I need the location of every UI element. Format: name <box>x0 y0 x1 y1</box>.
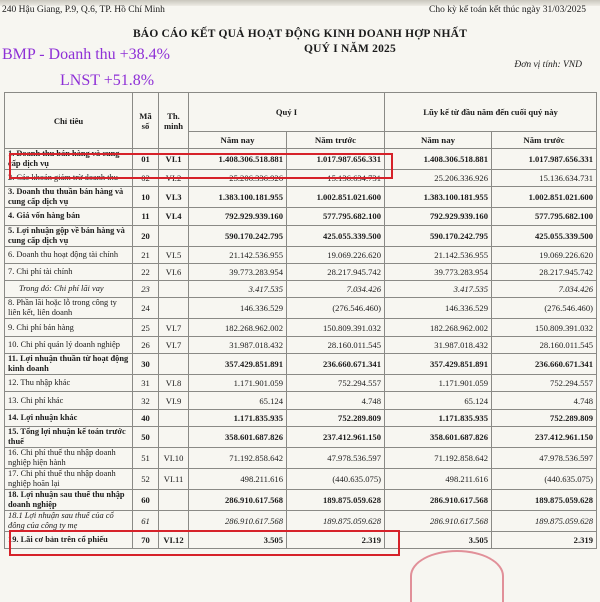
ytd-this-year-value: 31.987.018.432 <box>385 336 492 353</box>
table-row <box>5 510 597 531</box>
row-note: VI.3 <box>159 187 189 208</box>
net-profit-highlight-box <box>9 530 400 556</box>
table-row <box>5 354 597 375</box>
row-note: VI.7 <box>159 336 189 353</box>
quarter-this-year-value: 146.336.529 <box>189 298 287 319</box>
ytd-this-year-value: 65.124 <box>385 392 492 409</box>
table-row <box>5 319 597 336</box>
ytd-this-year-value: 1.408.306.518.881 <box>385 149 492 170</box>
quarter-last-year-value: 189.875.059.628 <box>287 510 385 531</box>
quarter-this-year-value: 286.910.617.568 <box>189 489 287 510</box>
revenue-highlight-box <box>9 153 393 179</box>
ytd-last-year-value: 237.412.961.150 <box>492 426 597 447</box>
row-code: 20 <box>133 225 159 246</box>
ytd-last-year-value: 150.809.391.032 <box>492 319 597 336</box>
quarter-last-year-value: 189.875.059.628 <box>287 489 385 510</box>
row-note <box>159 510 189 531</box>
row-label: 10. Chi phí quản lý doanh nghiệp <box>5 336 133 353</box>
quarter-this-year-value: 1.408.306.518.881 <box>189 149 287 170</box>
quarter-last-year-value: 237.412.961.150 <box>287 426 385 447</box>
quarter-this-year-value: 39.773.283.954 <box>189 263 287 280</box>
row-label: 17. Chi phí thuế thu nhập doanh nghiệp hoãn lại <box>5 468 133 489</box>
table-row <box>5 489 597 510</box>
ytd-this-year-value: 498.211.616 <box>385 468 492 489</box>
row-note: VI.6 <box>159 263 189 280</box>
report-title: BÁO CÁO KẾT QUẢ HOẠT ĐỘNG KINH DOANH HỢP NHẤT <box>132 28 468 40</box>
table-row <box>5 246 597 263</box>
header-note: Th. minh <box>159 93 189 149</box>
quarter-last-year-value: 4.748 <box>287 392 385 409</box>
ytd-last-year-value: 47.978.536.597 <box>492 447 597 468</box>
header-ytd-last-year: Năm trước <box>492 132 597 149</box>
ytd-this-year-value: 39.773.283.954 <box>385 263 492 280</box>
row-code: 61 <box>133 510 159 531</box>
ytd-last-year-value: 19.069.226.620 <box>492 246 597 263</box>
ytd-this-year-value: 286.910.617.568 <box>385 510 492 531</box>
table-row <box>5 392 597 409</box>
quarter-this-year-value: 182.268.962.002 <box>189 319 287 336</box>
ytd-last-year-value: 7.034.426 <box>492 281 597 298</box>
header-ytd: Lũy kế từ đầu năm đến cuối quý này <box>385 93 597 132</box>
row-label: 2. Các khoản giảm trừ doanh thu <box>5 170 133 187</box>
ytd-this-year-value: 3.417.535 <box>385 281 492 298</box>
row-note: VI.9 <box>159 392 189 409</box>
row-code: 21 <box>133 246 159 263</box>
row-label: 18. Lợi nhuận sau thuế thu nhập doanh nghiệp <box>5 489 133 510</box>
table-row <box>5 336 597 353</box>
ytd-last-year-value: 189.875.059.628 <box>492 489 597 510</box>
ytd-last-year-value: 189.875.059.628 <box>492 510 597 531</box>
row-label: 12. Thu nhập khác <box>5 375 133 392</box>
company-seal <box>410 550 504 602</box>
row-note: VI.8 <box>159 375 189 392</box>
quarter-this-year-value: 31.987.018.432 <box>189 336 287 353</box>
quarter-last-year-value: 2.319 <box>287 531 385 548</box>
row-code: 50 <box>133 426 159 447</box>
row-label: 1. Doanh thu bán hàng và cung cấp dịch vụ <box>5 149 133 170</box>
ytd-last-year-value: 28.160.011.545 <box>492 336 597 353</box>
report-subtitle: QUÝ I NĂM 2025 <box>304 43 396 55</box>
quarter-last-year-value: 577.795.682.100 <box>287 208 385 225</box>
row-code: 11 <box>133 208 159 225</box>
row-code: 70 <box>133 531 159 548</box>
revenue-growth-annotation: BMP - Doanh thu +38.4% <box>2 46 170 63</box>
row-code: 23 <box>133 281 159 298</box>
row-note <box>159 225 189 246</box>
table-row <box>5 281 597 298</box>
quarter-this-year-value: 792.929.939.160 <box>189 208 287 225</box>
row-note <box>159 281 189 298</box>
ytd-last-year-value: 752.289.809 <box>492 409 597 426</box>
quarter-this-year-value: 71.192.858.642 <box>189 447 287 468</box>
row-code: 10 <box>133 187 159 208</box>
row-code: 24 <box>133 298 159 319</box>
row-note: VI.10 <box>159 447 189 468</box>
row-note: VI.11 <box>159 468 189 489</box>
quarter-last-year-value: 47.978.536.597 <box>287 447 385 468</box>
row-code: 32 <box>133 392 159 409</box>
table-row <box>5 225 597 246</box>
quarter-last-year-value: (276.546.460) <box>287 298 385 319</box>
row-label: 13. Chi phí khác <box>5 392 133 409</box>
row-label: Trong đó: Chi phí lãi vay <box>5 281 133 298</box>
quarter-this-year-value: 498.211.616 <box>189 468 287 489</box>
quarter-last-year-value: 1.017.987.656.331 <box>287 149 385 170</box>
profit-growth-annotation: LNST +51.8% <box>60 72 155 89</box>
row-code: 22 <box>133 263 159 280</box>
header-code: Mã số <box>133 93 159 149</box>
row-note: VI.1 <box>159 149 189 170</box>
quarter-last-year-value: 15.136.634.731 <box>287 170 385 187</box>
table-row <box>5 187 597 208</box>
ytd-last-year-value: 28.217.945.742 <box>492 263 597 280</box>
quarter-last-year-value: 28.160.011.545 <box>287 336 385 353</box>
ytd-last-year-value: 1.017.987.656.331 <box>492 149 597 170</box>
table-row <box>5 263 597 280</box>
header-quarter-last-year: Năm trước <box>287 132 385 149</box>
quarter-this-year-value: 3.505 <box>189 531 287 548</box>
row-code: 52 <box>133 468 159 489</box>
ytd-this-year-value: 792.929.939.160 <box>385 208 492 225</box>
row-code: 26 <box>133 336 159 353</box>
ytd-this-year-value: 146.336.529 <box>385 298 492 319</box>
currency-unit: Đơn vị tính: VND <box>514 60 582 70</box>
quarter-this-year-value: 1.171.835.935 <box>189 409 287 426</box>
row-label: 8. Phần lãi hoặc lỗ trong công ty liên kết, liên doanh <box>5 298 133 319</box>
row-label: 16. Chi phí thuế thu nhập doanh nghiệp hiện hành <box>5 447 133 468</box>
header-quarter-this-year: Năm nay <box>189 132 287 149</box>
table-row <box>5 375 597 392</box>
quarter-this-year-value: 358.601.687.826 <box>189 426 287 447</box>
ytd-this-year-value: 358.601.687.826 <box>385 426 492 447</box>
ytd-last-year-value: 752.294.557 <box>492 375 597 392</box>
quarter-this-year-value: 590.170.242.795 <box>189 225 287 246</box>
row-note <box>159 489 189 510</box>
quarter-this-year-value: 21.142.536.955 <box>189 246 287 263</box>
ytd-last-year-value: 1.002.851.021.600 <box>492 187 597 208</box>
quarter-last-year-value: 150.809.391.032 <box>287 319 385 336</box>
row-note <box>159 426 189 447</box>
ytd-this-year-value: 71.192.858.642 <box>385 447 492 468</box>
row-code: 31 <box>133 375 159 392</box>
row-label: 4. Giá vốn hàng bán <box>5 208 133 225</box>
quarter-this-year-value: 65.124 <box>189 392 287 409</box>
ytd-this-year-value: 590.170.242.795 <box>385 225 492 246</box>
row-note: VI.5 <box>159 246 189 263</box>
row-note: VI.7 <box>159 319 189 336</box>
table-row <box>5 409 597 426</box>
ytd-this-year-value: 1.383.100.181.955 <box>385 187 492 208</box>
row-label: 11. Lợi nhuận thuần từ hoạt động kinh doanh <box>5 354 133 375</box>
row-code: 30 <box>133 354 159 375</box>
table-row <box>5 468 597 489</box>
header-ytd-this-year: Năm nay <box>385 132 492 149</box>
quarter-last-year-value: 236.660.671.341 <box>287 354 385 375</box>
quarter-last-year-value: 752.294.557 <box>287 375 385 392</box>
row-note <box>159 354 189 375</box>
ytd-last-year-value: 2.319 <box>492 531 597 548</box>
row-label: 15. Tổng lợi nhuận kế toán trước thuế <box>5 426 133 447</box>
quarter-last-year-value: 19.069.226.620 <box>287 246 385 263</box>
quarter-this-year-value: 286.910.617.568 <box>189 510 287 531</box>
ytd-this-year-value: 25.206.336.926 <box>385 170 492 187</box>
row-label: 19. Lãi cơ bản trên cổ phiếu <box>5 531 133 548</box>
quarter-this-year-value: 1.171.901.059 <box>189 375 287 392</box>
quarter-this-year-value: 1.383.100.181.955 <box>189 187 287 208</box>
ytd-last-year-value: 15.136.634.731 <box>492 170 597 187</box>
row-label: 14. Lợi nhuận khác <box>5 409 133 426</box>
quarter-last-year-value: 752.289.809 <box>287 409 385 426</box>
row-code: 51 <box>133 447 159 468</box>
ytd-last-year-value: 4.748 <box>492 392 597 409</box>
quarter-last-year-value: 1.002.851.021.600 <box>287 187 385 208</box>
row-code: 01 <box>133 149 159 170</box>
company-address: 240 Hậu Giang, P.9, Q.6, TP. Hồ Chí Minh <box>2 5 165 15</box>
ytd-this-year-value: 182.268.962.002 <box>385 319 492 336</box>
quarter-this-year-value: 25.206.336.926 <box>189 170 287 187</box>
ytd-this-year-value: 3.505 <box>385 531 492 548</box>
header-quarter: Quý I <box>189 93 385 132</box>
quarter-last-year-value: 7.034.426 <box>287 281 385 298</box>
quarter-last-year-value: (440.635.075) <box>287 468 385 489</box>
report-period: Cho kỳ kế toán kết thúc ngày 31/03/2025 <box>429 5 586 15</box>
row-code: 60 <box>133 489 159 510</box>
row-code: 25 <box>133 319 159 336</box>
row-label: 18.1 Lợi nhuận sau thuế của cổ đông của công ty mẹ <box>5 510 133 531</box>
table-row <box>5 298 597 319</box>
table-row <box>5 426 597 447</box>
quarter-last-year-value: 28.217.945.742 <box>287 263 385 280</box>
ytd-this-year-value: 21.142.536.955 <box>385 246 492 263</box>
ytd-this-year-value: 286.910.617.568 <box>385 489 492 510</box>
ytd-last-year-value: 425.055.339.500 <box>492 225 597 246</box>
quarter-this-year-value: 357.429.851.891 <box>189 354 287 375</box>
row-label: 5. Lợi nhuận gộp về bán hàng và cung cấp dịch vụ <box>5 225 133 246</box>
ytd-this-year-value: 357.429.851.891 <box>385 354 492 375</box>
row-code: 40 <box>133 409 159 426</box>
ytd-last-year-value: 577.795.682.100 <box>492 208 597 225</box>
quarter-last-year-value: 425.055.339.500 <box>287 225 385 246</box>
quarter-this-year-value: 3.417.535 <box>189 281 287 298</box>
ytd-this-year-value: 1.171.901.059 <box>385 375 492 392</box>
ytd-this-year-value: 1.171.835.935 <box>385 409 492 426</box>
table-row <box>5 208 597 225</box>
row-label: 9. Chi phí bán hàng <box>5 319 133 336</box>
row-label: 3. Doanh thu thuần bán hàng và cung cấp dịch vụ <box>5 187 133 208</box>
row-label: 7. Chi phí tài chính <box>5 263 133 280</box>
ytd-last-year-value: (440.635.075) <box>492 468 597 489</box>
row-code: 02 <box>133 170 159 187</box>
row-note: VI.12 <box>159 531 189 548</box>
table-row <box>5 447 597 468</box>
row-note: VI.2 <box>159 170 189 187</box>
row-note <box>159 298 189 319</box>
row-note <box>159 409 189 426</box>
row-note: VI.4 <box>159 208 189 225</box>
ytd-last-year-value: 236.660.671.341 <box>492 354 597 375</box>
ytd-last-year-value: (276.546.460) <box>492 298 597 319</box>
row-label: 6. Doanh thu hoạt động tài chính <box>5 246 133 263</box>
header-item: Chỉ tiêu <box>5 93 133 149</box>
